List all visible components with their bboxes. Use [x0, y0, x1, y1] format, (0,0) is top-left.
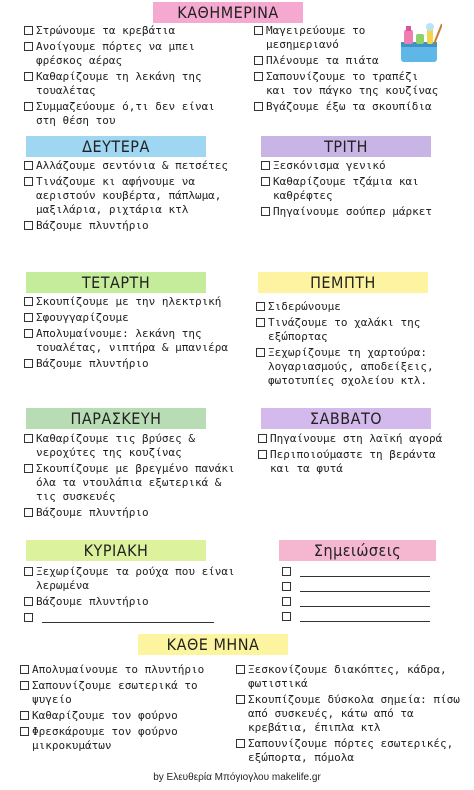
- saturday-list: [258, 432, 453, 478]
- checklist-item: [20, 663, 225, 677]
- checkbox[interactable]: [24, 161, 33, 170]
- checklist-item: [258, 448, 453, 476]
- checklist-item: [254, 100, 444, 114]
- checklist-item: [24, 70, 229, 98]
- checkbox[interactable]: [282, 582, 291, 591]
- wednesday-list: [24, 295, 239, 373]
- checklist-item-text: Φρεσκάρουμε τον φούρνο μικροκυμάτων: [32, 725, 178, 752]
- checklist-item: [256, 346, 456, 388]
- daily-left-list: [24, 24, 229, 130]
- checklist-item: [258, 432, 453, 446]
- credits-author: Ελευθερία Μπόγιογλου: [166, 772, 270, 783]
- checkbox[interactable]: [24, 613, 33, 622]
- checklist-item-text: Περιποιούμαστε τη βεράντα και τα φυτά: [270, 448, 436, 475]
- checklist-item-text: Βγάζουμε έξω τα σκουπίδια: [266, 100, 432, 113]
- checklist-item-text: Σαπουνίζουμε το τραπέζι και τον πάγκο της κουζίνας: [266, 70, 439, 97]
- checklist-item-text: Ξεχωρίζουμε τη χαρτούρα: λογαριασμούς, αποδείξεις, φωτοτυπίες σχολείου κτλ.: [268, 346, 434, 387]
- checklist-item-text: Καθαρίζουμε τη λεκάνη της τουαλέτας: [36, 70, 202, 97]
- checkbox[interactable]: [24, 329, 33, 338]
- checkbox[interactable]: [24, 221, 33, 230]
- checklist-item: [24, 565, 239, 593]
- checkbox[interactable]: [261, 177, 270, 186]
- checkbox[interactable]: [254, 56, 263, 65]
- checkbox[interactable]: [24, 297, 33, 306]
- checklist-item-text: Τινάζουμε κι αφήνουμε να αεριστούν κουβέρτα, πάπλωμα, μαξιλάρια, ριχτάρια κτλ: [36, 175, 222, 216]
- checkbox[interactable]: [256, 348, 265, 357]
- notes-row: [282, 610, 430, 625]
- checkbox[interactable]: [24, 464, 33, 473]
- tuesday-header: ΤΡΙΤΗ: [261, 136, 431, 157]
- checkbox[interactable]: [24, 177, 33, 186]
- sunday-blank-row: [24, 611, 214, 626]
- credits-by: by: [153, 772, 164, 783]
- checklist-item: [256, 316, 456, 344]
- checklist-item: [261, 175, 451, 203]
- checkbox[interactable]: [24, 597, 33, 606]
- checklist-item-text: Καθαρίζουμε τις βρύσες & νεροχύτες της κουζίνας: [36, 432, 195, 459]
- checklist-item-text: Ξεσκόνισμα γενικό: [273, 159, 386, 172]
- sunday-header: ΚΥΡΙΑΚΗ: [26, 540, 206, 561]
- monthly-right-list: [236, 663, 460, 767]
- checklist-item-text: Συμμαζεύουμε ό,τι δεν είναι στη θέση του: [36, 100, 215, 127]
- checklist-item-text: Βάζουμε πλυντήριο: [36, 219, 149, 232]
- checklist-item-text: Σκουπίζουμε δύσκολα σημεία: πίσω από συσκευές, κάτω από τα κρεβάτια, έπιπλα κτλ: [248, 693, 460, 734]
- checklist-item: [24, 311, 239, 325]
- checkbox[interactable]: [24, 508, 33, 517]
- credits: [0, 772, 474, 783]
- checklist-item-text: Σαπουνίζουμε εσωτερικά το ψυγείο: [32, 679, 198, 706]
- checkbox[interactable]: [24, 42, 33, 51]
- notes-lines: [282, 565, 430, 625]
- checklist-item: [24, 295, 239, 309]
- checkbox[interactable]: [20, 665, 29, 674]
- checklist-item: [261, 205, 451, 219]
- friday-header: ΠΑΡΑΣΚΕΥΗ: [26, 408, 206, 429]
- checklist-item-text: Απολυμαίνουμε το πλυντήριο: [32, 663, 205, 676]
- saturday-header: ΣΑΒΒΑΤΟ: [261, 408, 431, 429]
- checklist-item: [24, 506, 239, 520]
- monthly-header: ΚΑΘΕ ΜΗΝΑ: [138, 634, 288, 655]
- checklist-item-text: Τινάζουμε το χαλάκι της εξώπορτας: [268, 316, 421, 343]
- checkbox[interactable]: [24, 72, 33, 81]
- checkbox[interactable]: [24, 434, 33, 443]
- checklist-item-text: Ξεχωρίζουμε τα ρούχα που είναι λερωμένα: [36, 565, 235, 592]
- checklist-item: [254, 70, 444, 98]
- checkbox[interactable]: [236, 665, 245, 674]
- checklist-item: [24, 24, 229, 38]
- checklist-item: [24, 432, 239, 460]
- daily-header: ΚΑΘΗΜΕΡΙΝΑ: [153, 2, 303, 23]
- notes-header: Σημειώσεις: [279, 540, 436, 561]
- checklist-item-text: Σκουπίζουμε με την ηλεκτρική: [36, 295, 222, 308]
- checklist-item: [24, 327, 239, 355]
- checklist-item: [20, 709, 225, 723]
- credits-site[interactable]: makelife.gr: [271, 772, 321, 783]
- checkbox[interactable]: [24, 313, 33, 322]
- checkbox[interactable]: [254, 72, 263, 81]
- checklist-item: [236, 693, 460, 735]
- checklist-item-text: Απολυμαίνουμε: λεκάνη της τουαλέτας, νιπτήρα & μπανιέρα: [36, 327, 229, 354]
- checkbox[interactable]: [20, 681, 29, 690]
- checkbox[interactable]: [20, 727, 29, 736]
- checkbox[interactable]: [258, 450, 267, 459]
- checklist-item-text: Βάζουμε πλυντήριο: [36, 506, 149, 519]
- checklist-item: [236, 737, 460, 765]
- checklist-item: [24, 159, 239, 173]
- checklist-item-text: Σιδερώνουμε: [268, 300, 341, 313]
- notes-row: [282, 580, 430, 595]
- write-line: [300, 621, 430, 622]
- wednesday-header: ΤΕΤΑΡΤΗ: [26, 272, 206, 293]
- checkbox[interactable]: [24, 102, 33, 111]
- checklist-item: [236, 663, 460, 691]
- checklist-item-text: Σκουπίζουμε με βρεγμένο πανάκι όλα τα ντουλάπια εξωτερικά & τις συσκευές: [36, 462, 235, 503]
- checkbox[interactable]: [24, 359, 33, 368]
- checklist-item-text: Αλλάζουμε σεντόνια & πετσέτες: [36, 159, 229, 172]
- checklist-item: [24, 462, 239, 504]
- checkbox[interactable]: [236, 695, 245, 704]
- friday-list: [24, 432, 239, 522]
- notes-row: [282, 595, 430, 610]
- thursday-list: [256, 300, 456, 390]
- checklist-item-text: Καθαρίζουμε τον φούρνο: [32, 709, 178, 722]
- checklist-item-text: Ξεσκονίζουμε διακόπτες, κάδρα, φωτιστικά: [248, 663, 447, 690]
- checklist-item: [20, 725, 225, 753]
- sunday-list: [24, 565, 239, 611]
- monday-list: [24, 159, 239, 235]
- checklist-item: [24, 40, 229, 68]
- checklist-item-text: Πλένουμε τα πιάτα: [266, 54, 379, 67]
- checklist-item: [261, 159, 451, 173]
- notes-row: [282, 565, 430, 580]
- checklist-item: [24, 100, 229, 128]
- checklist-item-text: Πηγαίνουμε σούπερ μάρκετ: [273, 205, 432, 218]
- tuesday-list: [261, 159, 451, 221]
- cleaning-supplies-icon: [398, 22, 442, 66]
- checklist-item-text: Πηγαίνουμε στη λαϊκή αγορά: [270, 432, 443, 445]
- checklist-item-text: Μαγειρεύουμε το μεσημεριανό: [266, 24, 366, 51]
- checkbox[interactable]: [24, 567, 33, 576]
- checklist-item: [20, 679, 225, 707]
- checklist-item-text: Σφουγγαρίζουμε: [36, 311, 129, 324]
- checkbox[interactable]: [258, 434, 267, 443]
- monday-header: ΔΕΥΤΕΡΑ: [26, 136, 206, 157]
- checklist-item-text: Καθαρίζουμε τζάμια και καθρέφτες: [273, 175, 419, 202]
- checkbox[interactable]: [256, 302, 265, 311]
- checkbox[interactable]: [261, 161, 270, 170]
- checkbox[interactable]: [282, 597, 291, 606]
- checkbox[interactable]: [256, 318, 265, 327]
- checklist-item-text: Ανοίγουμε πόρτες να μπει φρέσκος αέρας: [36, 40, 195, 67]
- checklist-item: [24, 219, 239, 233]
- checklist-item: [24, 357, 239, 371]
- checkbox[interactable]: [282, 612, 291, 621]
- checkbox[interactable]: [261, 207, 270, 216]
- write-line: [300, 576, 430, 577]
- checklist-item-text: Σαπουνίζουμε πόρτες εσωτερικές, εξώπορτα, πόμολα: [248, 737, 454, 764]
- checklist-item-text: Βάζουμε πλυντήριο: [36, 595, 149, 608]
- checkbox[interactable]: [20, 711, 29, 720]
- checklist-item-text: Στρώνουμε τα κρεβάτια: [36, 24, 176, 37]
- write-line: [300, 606, 430, 607]
- checklist-item: [24, 175, 239, 217]
- checkbox[interactable]: [254, 26, 263, 35]
- checklist-item: [256, 300, 456, 314]
- checklist-item: [24, 595, 239, 609]
- checkbox[interactable]: [236, 739, 245, 748]
- monthly-left-list: [20, 663, 225, 755]
- write-line: [42, 622, 214, 623]
- write-line: [300, 591, 430, 592]
- thursday-header: ΠΕΜΠΤΗ: [258, 272, 428, 293]
- checkbox[interactable]: [24, 26, 33, 35]
- checkbox[interactable]: [254, 102, 263, 111]
- checkbox[interactable]: [282, 567, 291, 576]
- checklist-item-text: Βάζουμε πλυντήριο: [36, 357, 149, 370]
